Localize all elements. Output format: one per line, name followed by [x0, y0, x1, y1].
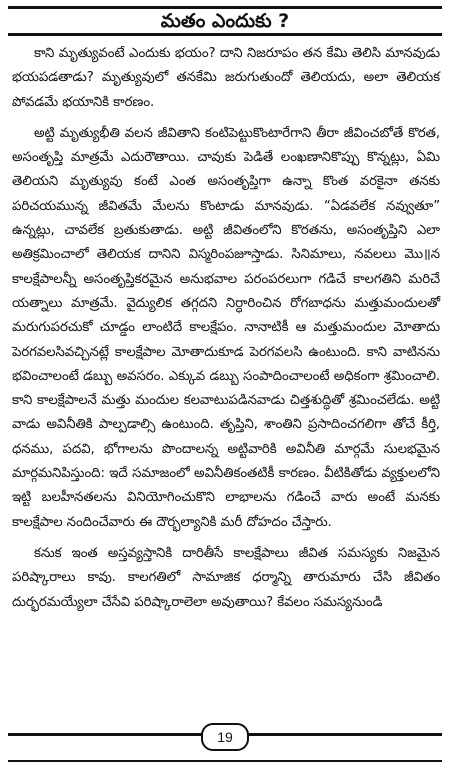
paragraph-1: కాని మృత్యువంటే ఎందుకు భయం? దాని నిజరూపం తన కేమి తెలిసి మానవుడు భయపడతాడు? మృత్యువులో తనకేమి జరుగుతుందో తెలియదు, అలా తెలియక పోవడమే భయానికి కారణం. — [12, 46, 440, 110]
paragraph-2: అట్టి మృత్యుభీతి వలన జీవితాని కంటిపెట్టుకొంటారేగాని తీరా జీవించబోతే కొరత, అసంతృప్తి మాత్రమే ఎదురౌతాయి. చావుకు పెడితే లంఖణానికొప్పు కొన్నట్లు, ఏమి తెలియని మృత్యువు కంటే ఎంత అసంతృప్తిగా ఉన్నా కొంత వరకైనా తనకు పరిచయమున్న జీవితమే మేలను కొంటాడు మానవుడు. “ఏడవలేక నవ్వుతూ” ఉన్నట్లు, చావలేక బ్రతుకుతాడు. అట్టి జీవితంలోని కొరతను, అసంతృప్తిని ఎలా అతిక్రమించాలో తెలియక దానిని విస్మరింపజూస్తాడు. సినిమాలు, నవలలు మొ॥న కాలక్షేపాలన్నీ అసంతృప్తికరమైన అనుభవాల పరంపరలుగా గడిచే కాలగతిని మరిచే యత్నాలు మాత్రమే. వైద్యులిక తగ్గదని నిర్ధారించిన రోగబాధను మత్తుమందులతో మరుగుపరచుకో చూడ్డం లాంటిదే కాలక్షేపం. నానాటికీ ఆ మత్తుమందుల మోతాదు పెరగవలసివచ్చినట్లే కాలక్షేపాల మోతాదుకూడ పెరగవలసి ఉంటుంది. కాని వాటినను భవించాలంటే డబ్బు అవసరం. ఎక్కువ డబ్బు సంపాదించాలంటే అధికంగా శ్రమించాలి. కాని కాలక్షేపాలనే మత్తు మందుల కలవాటుపడినవాడు చిత్తశుద్ధితో శ్రమించలేడు. అట్టి వాడు అవినీతికి పాల్పడాల్సి ఉంటుంది. తృప్తిని, శాంతిని ప్రసాదించగలిగా తోచే కీర్తి, ధనము, పదవి, భోగాలను పొందాలన్న అట్టివారికి అవినీతి మార్గమే సులభమైన మార్గమనిపిస్తుంది: ఇదే సమాజంలో అవినీతికంతటికీ కారణం. వీటికితోడు వ్యక్తులలోని ఇట్టి బలహీనతలను వినియోగించుకొని లాభాలను గడించే వారు అంటే మనకు కాలక్షేపాల నందించేవారు ఈ దౌర్భల్యానికి మరీ దోహదం చేస్తారు. — [12, 125, 440, 530]
chapter-header — [8, 6, 442, 36]
bottom-rule — [8, 760, 442, 762]
page-body — [12, 42, 440, 622]
paragraph-3: కనుక ఇంత అస్తవ్యస్తానికి దారితీసే కాలక్షేపాలు జీవిత సమస్యకు నిజమైన పరిష్కారాలు కావు. కాలగతిలో సామాజిక ధర్మాన్ని తారుమారు చేసి జీవితం దుర్భరమయ్యేలా చేసేవి పరిష్కారాలెలా అవుతాయి? కేవలం సమస్యనుండి — [12, 545, 440, 610]
page-number: 19 — [201, 723, 249, 751]
chapter-title: మతం ఎందుకు ? — [151, 10, 299, 32]
